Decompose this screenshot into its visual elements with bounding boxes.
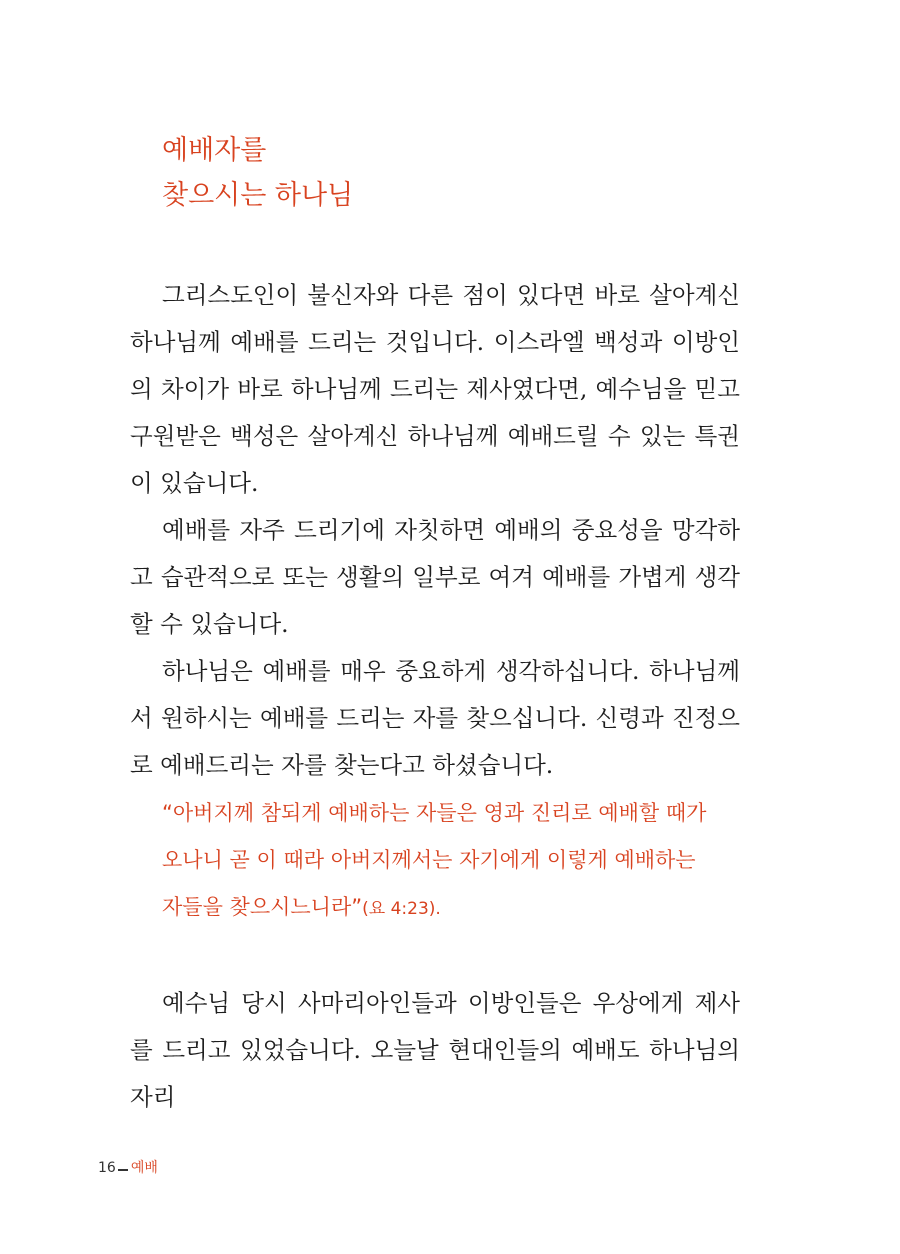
body-text xyxy=(130,272,740,789)
body-text-continued xyxy=(130,980,740,1121)
heading-line-2: 찾으시는 하나님 xyxy=(162,180,354,211)
paragraph: 예배를 자주 드리기에 자칫하면 예배의 중요성을 망각하고 습관적으로 또는 생활의 일부로 여겨 예배를 가볍게 생각할 수 있습니다. xyxy=(130,516,740,638)
quote-text: “아버지께 참되게 예배하는 자들은 영과 진리로 예배할 때가 오나니 곧 이 때라 아버지께서는 자기에게 이렇게 예배하는 자들을 찾으시느니라” xyxy=(162,801,707,919)
page-footer xyxy=(98,1157,158,1177)
paragraph: 예수님 당시 사마리아인들과 이방인들은 우상에게 제사를 드리고 있었습니다. 오늘날 현대인들의 예배도 하나님의 자리 xyxy=(130,989,740,1111)
footer-separator xyxy=(118,1169,128,1171)
heading-line-1: 예배자를 xyxy=(162,135,267,166)
paragraph: 그리스도인이 불신자와 다른 점이 있다면 바로 살아계신 하나님께 예배를 드리는 것입니다. 이스라엘 백성과 이방인의 차이가 바로 하나님께 드리는 제사였다면, 예수님을 믿고 구원받은 백성은 살아계신 하나님께 예배드릴 수 있는 특권이 있습니다. xyxy=(130,281,740,497)
paragraph: 하나님은 예배를 매우 중요하게 생각하십니다. 하나님께서 원하시는 예배를 드리는 자를 찾으십니다. 신령과 진정으로 예배드리는 자를 찾는다고 하셨습니다. xyxy=(130,657,740,779)
chapter-heading xyxy=(162,128,353,218)
book-title: 예배 xyxy=(130,1160,158,1176)
page-number: 16 xyxy=(98,1160,116,1176)
quote-reference: (요 4:23). xyxy=(362,899,441,919)
scripture-quote xyxy=(162,790,722,933)
